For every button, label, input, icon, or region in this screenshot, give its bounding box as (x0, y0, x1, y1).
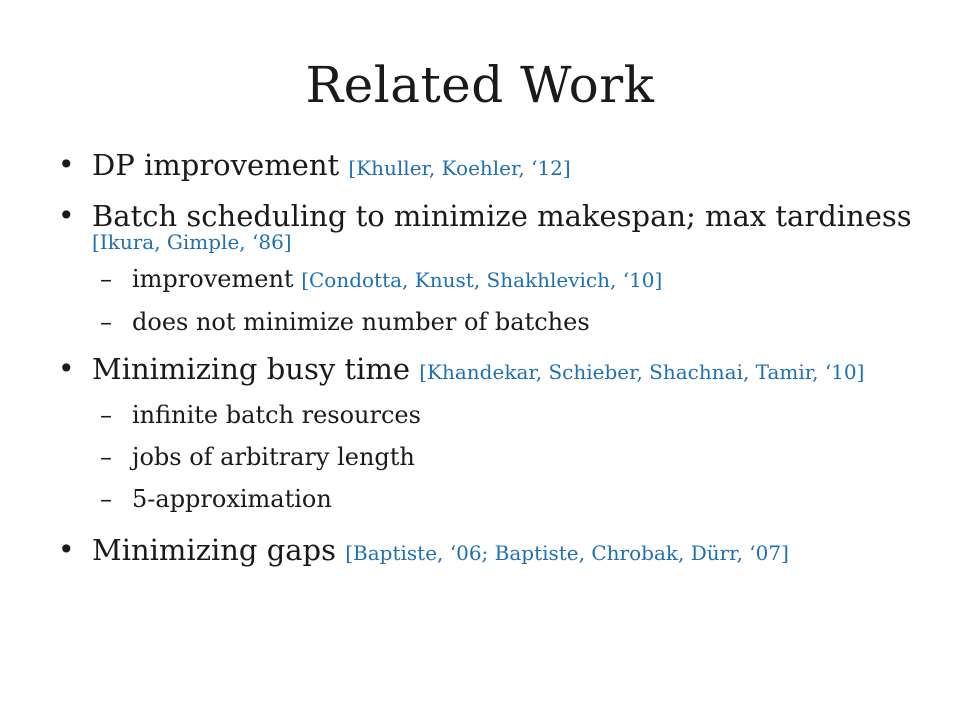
bullet-marker: • (58, 352, 75, 385)
bullet-item (56, 533, 916, 570)
bullet-marker: • (58, 199, 75, 232)
bullet-marker: • (58, 148, 75, 181)
dash-marker: – (100, 485, 112, 513)
citation: [Condotta, Knust, Shakhlevich, ‘10] (301, 268, 663, 292)
citation: [Ikura, Gimple, ‘86] (92, 230, 292, 254)
bullet-item (56, 199, 916, 253)
bullet-item (56, 352, 916, 389)
sub-bullet-item (56, 263, 916, 296)
dash-marker: – (100, 443, 112, 471)
bullet-marker: • (58, 533, 75, 566)
sub-bullet-text: improvement (132, 265, 294, 293)
sub-bullet-text: 5-approximation (132, 485, 332, 513)
dash-marker: – (100, 401, 112, 429)
dash-marker: – (100, 265, 112, 293)
sub-bullet-item (56, 399, 916, 431)
citation: [Khandekar, Schieber, Shachnai, Tamir, ‘10] (419, 360, 865, 384)
citation: [Baptiste, ‘06; Baptiste, Chrobak, Dürr, ‘07] (345, 541, 789, 565)
sub-bullet-text: does not minimize number of batches (132, 308, 590, 336)
slide-title: Related Work (305, 56, 655, 114)
bullet-item (56, 148, 916, 185)
sub-bullet-item (56, 441, 916, 473)
bullet-text: DP improvement (92, 148, 340, 182)
sub-bullet-item (56, 306, 916, 338)
bullet-text: Batch scheduling to minimize makespan; max tardiness (92, 199, 912, 233)
sub-bullet-item (56, 483, 916, 515)
bullet-text: Minimizing busy time (92, 352, 411, 386)
dash-marker: – (100, 308, 112, 336)
sub-bullet-text: jobs of arbitrary length (132, 443, 415, 471)
citation: [Khuller, Koehler, ‘12] (348, 156, 571, 180)
sub-bullet-text: infinite batch resources (132, 401, 421, 429)
bullet-list (56, 148, 916, 570)
bullet-text: Minimizing gaps (92, 533, 337, 567)
